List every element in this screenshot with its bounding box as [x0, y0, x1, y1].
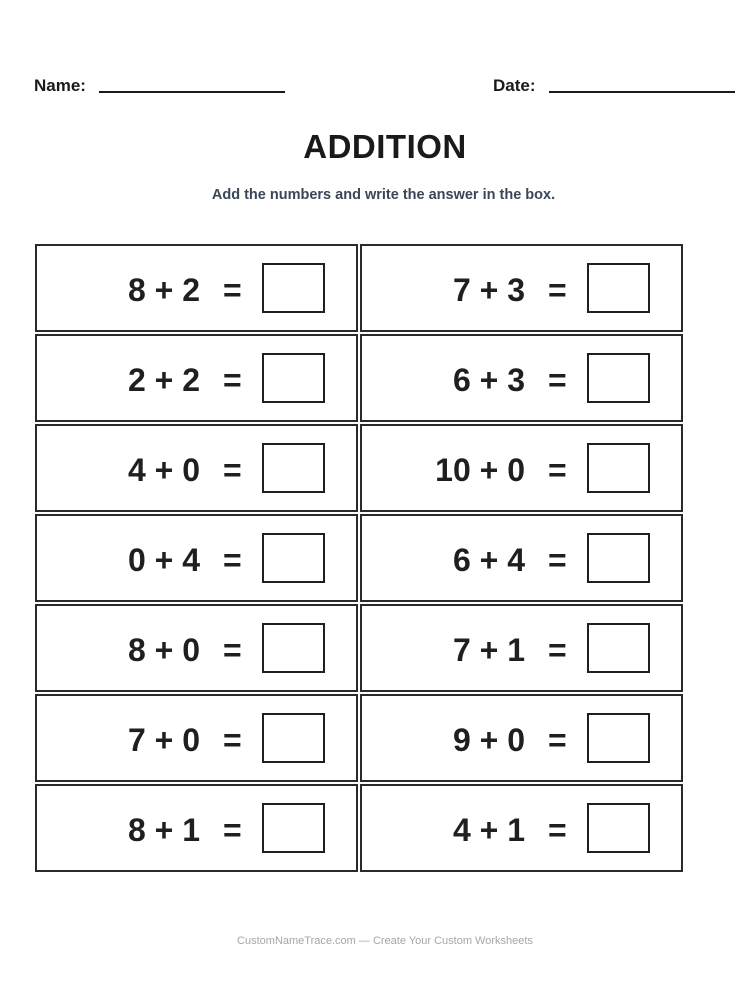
answer-box[interactable] — [262, 443, 325, 493]
answer-box[interactable] — [262, 713, 325, 763]
problem-cell — [360, 784, 683, 872]
equals-sign: = — [223, 722, 242, 758]
equals-sign: = — [548, 542, 567, 578]
equals-sign: = — [548, 362, 567, 398]
problem-cell — [35, 694, 358, 782]
problem-cell — [360, 424, 683, 512]
answer-box[interactable] — [262, 623, 325, 673]
problem-cell — [35, 244, 358, 332]
equals-sign: = — [223, 452, 242, 488]
worksheet-header — [34, 74, 736, 98]
problem-expression: 8 + 0 — [127, 632, 200, 668]
problem-expression: 7 + 0 — [127, 722, 200, 758]
footer-text: CustomNameTrace.com — Create Your Custom Worksheets — [237, 935, 533, 947]
problem-expression: 7 + 3 — [452, 272, 525, 308]
problem-expression: 9 + 0 — [452, 722, 525, 758]
problem-cell — [35, 424, 358, 512]
problem-expression: 6 + 3 — [452, 362, 525, 398]
name-label: Name: — [34, 76, 86, 95]
problem-expression: 8 + 2 — [127, 272, 200, 308]
problem-expression: 8 + 1 — [127, 812, 200, 848]
answer-box[interactable] — [587, 533, 650, 583]
answer-box[interactable] — [587, 443, 650, 493]
answer-box[interactable] — [262, 533, 325, 583]
equals-sign: = — [223, 632, 242, 668]
equals-sign: = — [223, 812, 242, 848]
answer-box[interactable] — [262, 353, 325, 403]
page-title: ADDITION — [303, 128, 467, 165]
date-field — [493, 74, 735, 98]
name-write-line[interactable] — [99, 91, 285, 93]
problem-expression: 10 + 0 — [435, 452, 525, 488]
answer-box[interactable] — [587, 353, 650, 403]
problem-cell — [360, 334, 683, 422]
problem-expression: 4 + 0 — [127, 452, 200, 488]
equals-sign: = — [548, 272, 567, 308]
answer-box[interactable] — [262, 263, 325, 313]
problem-cell — [35, 514, 358, 602]
equals-sign: = — [548, 722, 567, 758]
answer-box[interactable] — [587, 263, 650, 313]
problem-expression: 6 + 4 — [452, 542, 525, 578]
problem-expression: 4 + 1 — [452, 812, 525, 848]
problem-expression: 0 + 4 — [127, 542, 200, 578]
equals-sign: = — [223, 542, 242, 578]
problem-cell — [360, 514, 683, 602]
name-field — [34, 74, 285, 98]
equals-sign: = — [548, 452, 567, 488]
problem-cell — [35, 604, 358, 692]
instructions-text: Add the numbers and write the answer in the box. — [211, 187, 556, 203]
date-label: Date: — [493, 76, 536, 95]
date-write-line[interactable] — [549, 91, 735, 93]
problem-cell — [360, 604, 683, 692]
answer-box[interactable] — [262, 803, 325, 853]
problem-expression: 2 + 2 — [127, 362, 200, 398]
problem-cell — [35, 784, 358, 872]
problem-cell — [360, 244, 683, 332]
problem-grid — [35, 244, 683, 872]
answer-box[interactable] — [587, 713, 650, 763]
equals-sign: = — [223, 362, 242, 398]
equals-sign: = — [548, 812, 567, 848]
answer-box[interactable] — [587, 623, 650, 673]
problem-cell — [360, 694, 683, 782]
equals-sign: = — [223, 272, 242, 308]
equals-sign: = — [548, 632, 567, 668]
problem-expression: 7 + 1 — [452, 632, 525, 668]
answer-box[interactable] — [587, 803, 650, 853]
problem-cell — [35, 334, 358, 422]
